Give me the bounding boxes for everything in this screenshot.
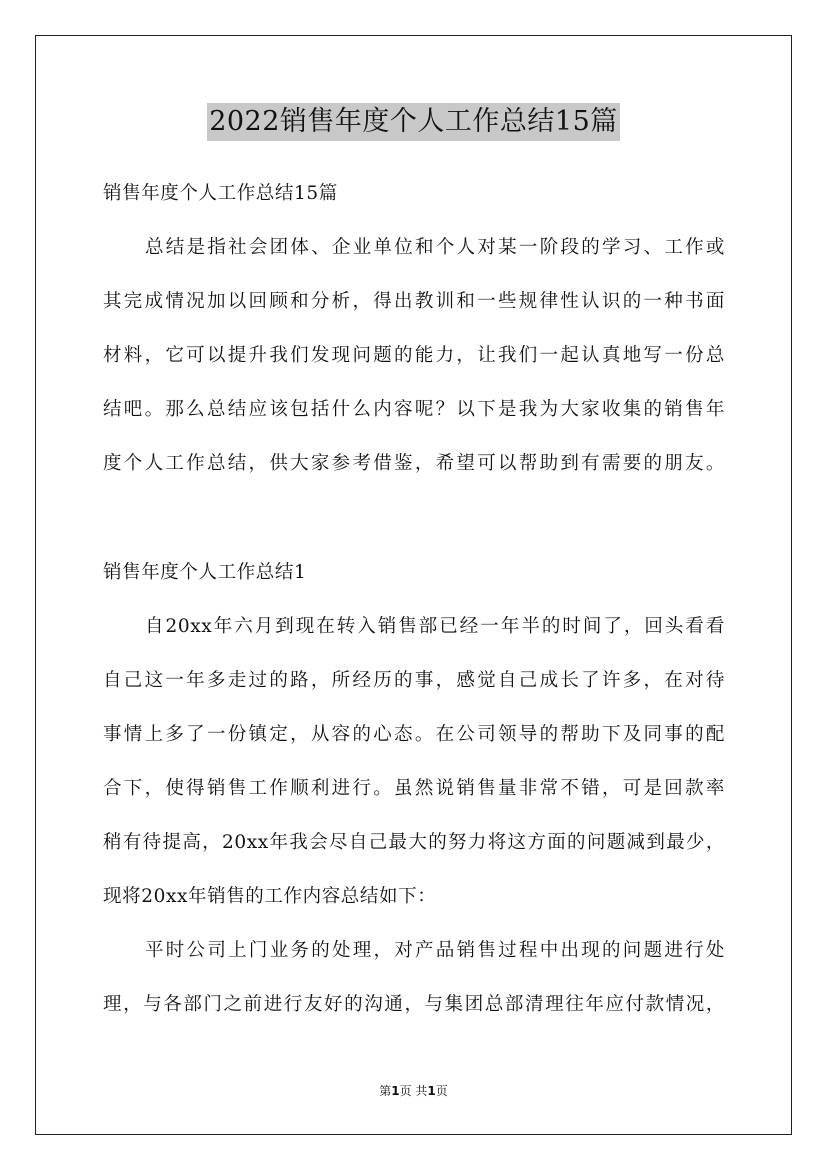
intro-line-1: 总结是指社会团体、企业单位和个人对某一阶段的学习、工作或 [145, 237, 725, 258]
intro-line-2: 其完成情况加以回顾和分析，得出教训和一些规律性认识的一种书面 [103, 291, 725, 312]
document-title: 2022销售年度个人工作总结15篇 [207, 103, 620, 141]
section-heading: 销售年度个人工作总结1 [103, 562, 307, 583]
title-container [0, 103, 827, 141]
intro-line-5: 度个人工作总结，供大家参考借鉴，希望可以帮助到有需要的朋友。 [103, 453, 725, 474]
section-para2-line-1: 平时公司上门业务的处理，对产品销售过程中出现的问题进行处 [145, 940, 725, 961]
section-para1-line-2: 自己这一年多走过的路，所经历的事，感觉自己成长了许多，在对待 [103, 670, 725, 691]
section-para1-line-5: 稍有待提高，20xx年我会尽自己最大的努力将这方面的问题减到最少， [103, 832, 725, 853]
section-para1-line-4: 合下，使得销售工作顺利进行。虽然说销售量非常不错，可是回款率 [103, 778, 725, 799]
section-para1-line-6: 现将20xx年销售的工作内容总结如下： [103, 886, 437, 907]
footer-page-suffix: 页 [435, 1084, 448, 1098]
page-footer [0, 1083, 827, 1099]
footer-page-mid: 页 共 [399, 1084, 428, 1098]
section-para1-line-3: 事情上多了一份镇定，从容的心态。在公司领导的帮助下及同事的配 [103, 724, 725, 745]
intro-line-4: 结吧。那么总结应该包括什么内容呢？以下是我为大家收集的销售年 [103, 399, 725, 420]
footer-page-prefix: 第 [379, 1084, 392, 1098]
footer-page-current: 1 [391, 1084, 400, 1098]
footer-page-total: 1 [427, 1084, 436, 1098]
section-para1-line-1: 自20xx年六月到现在转入销售部已经一年半的时间了，回头看看 [145, 616, 725, 637]
document-subtitle: 销售年度个人工作总结15篇 [103, 183, 338, 204]
intro-line-3: 材料，它可以提升我们发现问题的能力，让我们一起认真地写一份总 [103, 345, 725, 366]
section-para2-line-2: 理，与各部门之前进行友好的沟通，与集团总部清理往年应付款情况， [103, 994, 725, 1015]
